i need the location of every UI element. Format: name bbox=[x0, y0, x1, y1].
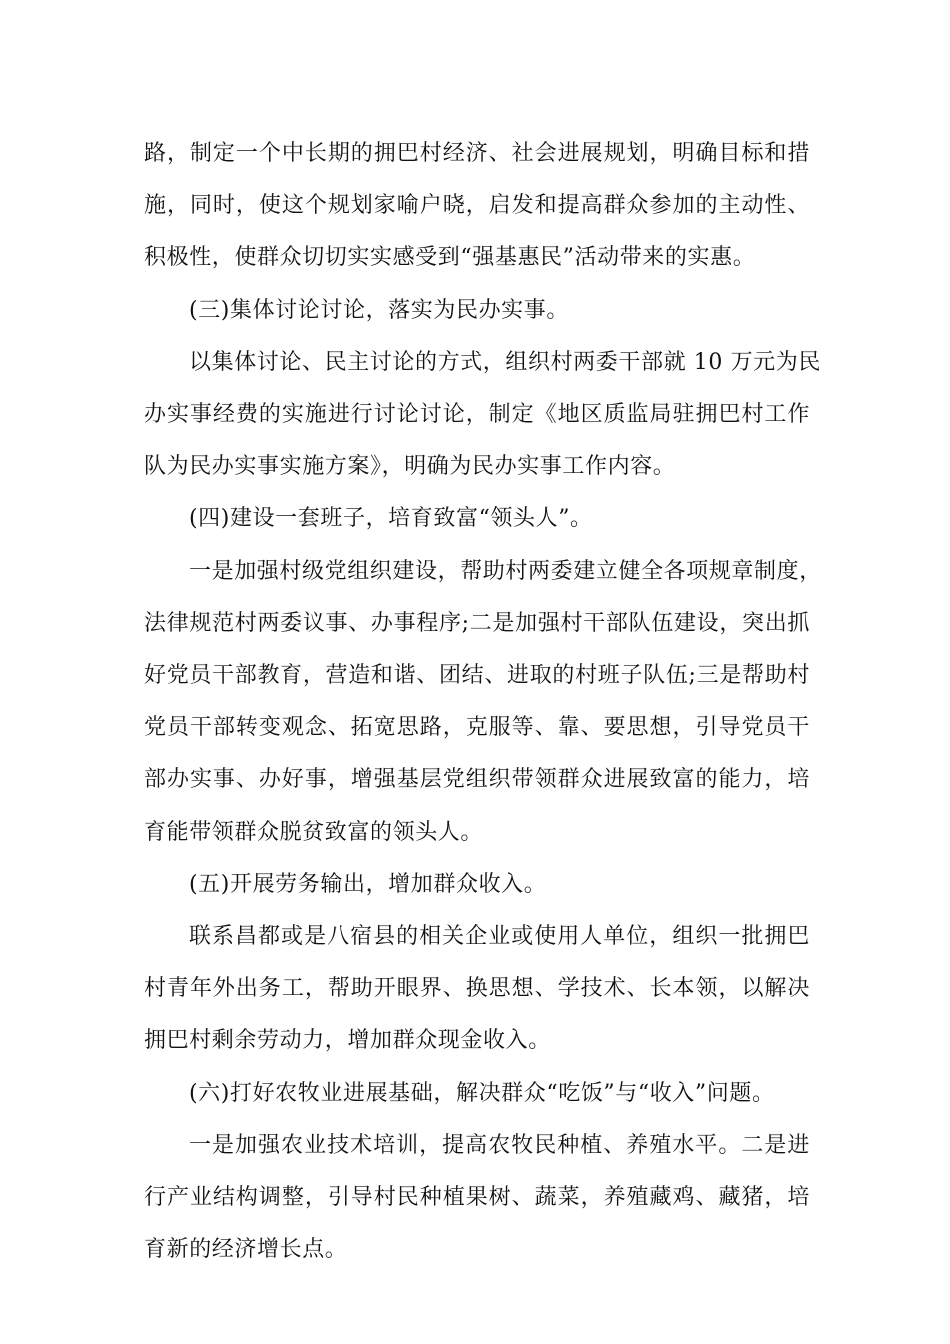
text-line: 办实事经费的实施进行讨论讨论，制定《地区质监局驻拥巴村工作 bbox=[144, 402, 810, 428]
text-line: 育新的经济增长点。 bbox=[144, 1237, 348, 1263]
text-line: (六)打好农牧业进展基础，解决群众“吃饭”与“收入”问题。 bbox=[189, 1080, 775, 1106]
paragraph bbox=[144, 337, 821, 494]
text-line: 拥巴村剩余劳动力，增加群众现金收入。 bbox=[144, 1028, 551, 1054]
document-body bbox=[144, 128, 822, 1276]
paragraph bbox=[144, 128, 810, 285]
text-line: 村青年外出务工，帮助开眼界、换思想、学技术、长本领，以解决 bbox=[144, 976, 810, 1002]
text-line: 以集体讨论、民主讨论的方式，组织村两委干部就 10 万元为民 bbox=[189, 349, 821, 375]
text-line: 联系昌都或是八宿县的相关企业或使用人单位，组织一批拥巴 bbox=[189, 924, 810, 950]
text-line: (五)开展劳务输出，增加群众收入。 bbox=[189, 871, 547, 897]
text-line: 党员干部转变观念、拓宽思路，克服等、靠、要思想，引导党员干 bbox=[144, 715, 810, 741]
text-line: 积极性，使群众切切实实感受到“强基惠民”活动带来的实惠。 bbox=[144, 245, 756, 271]
text-line: 法律规范村两委议事、办事程序;二是加强村干部队伍建设，突出抓 bbox=[144, 610, 810, 636]
text-line: 路，制定一个中长期的拥巴村经济、社会进展规划，明确目标和措 bbox=[144, 141, 810, 166]
section-heading bbox=[144, 1068, 810, 1120]
text-line: (三)集体讨论讨论，落实为民办实事。 bbox=[189, 297, 569, 323]
paragraph bbox=[144, 546, 822, 859]
paragraph bbox=[144, 911, 810, 1068]
text-line: 行产业结构调整，引导村民种植果树、蔬菜，养殖藏鸡、藏猪，培 bbox=[144, 1185, 810, 1211]
section-heading bbox=[144, 285, 810, 337]
text-line: 好党员干部教育，营造和谐、团结、进取的村班子队伍;三是帮助村 bbox=[144, 663, 810, 689]
section-heading bbox=[144, 493, 810, 545]
text-line: 育能带领群众脱贫致富的领头人。 bbox=[144, 819, 484, 845]
text-line: 一是加强农业技术培训，提高农牧民种植、养殖水平。二是进 bbox=[189, 1132, 810, 1158]
paragraph bbox=[144, 1120, 810, 1277]
text-line: 一是加强村级党组织建设，帮助村两委建立健全各项规章制度， bbox=[189, 558, 822, 584]
text-line: 部办实事、办好事，增强基层党组织带领群众进展致富的能力，培 bbox=[144, 767, 810, 793]
text-line: (四)建设一套班子，培育致富“领头人”。 bbox=[189, 506, 593, 532]
text-line: 施，同时，使这个规划家喻户晓，启发和提高群众参加的主动性、 bbox=[144, 193, 810, 219]
section-heading bbox=[144, 859, 810, 911]
text-line: 队为民办实事实施方案》，明确为民办实事工作内容。 bbox=[144, 454, 676, 480]
